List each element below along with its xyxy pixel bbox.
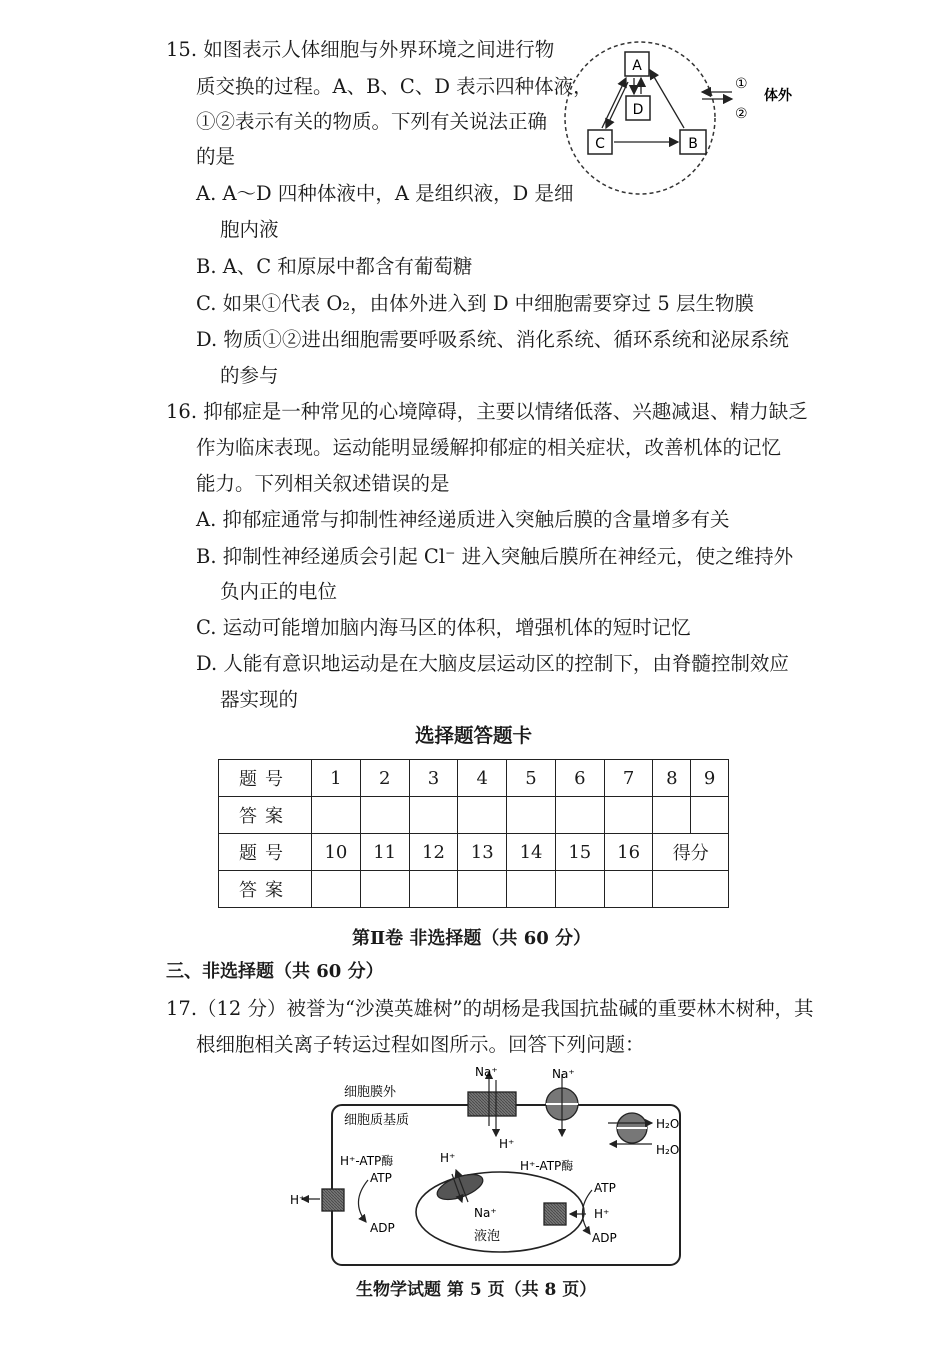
answer-card-row-a1 (219, 797, 729, 834)
na-h-antiporter (468, 1092, 516, 1116)
q-num-9: 9 (691, 760, 729, 797)
answer-cell[interactable] (653, 797, 691, 834)
vacuole-na-h-antiporter (434, 1169, 486, 1204)
label-a: A (632, 58, 642, 74)
h-atpase-right (544, 1203, 566, 1225)
q15-body-fluid-diagram (560, 36, 810, 206)
answer-card-row-q2 (219, 834, 729, 871)
label-h-vacuole: H⁺ (440, 1151, 456, 1165)
answer-cell[interactable] (691, 797, 729, 834)
row-label-question: 题号 (219, 760, 312, 797)
q-num-7: 7 (604, 760, 653, 797)
answer-cell[interactable] (604, 871, 653, 908)
q17-stem-line-2: 根细胞相关离子转运过程如图所示。回答下列问题： (196, 1033, 645, 1056)
label-atpase-left: H⁺-ATP酶 (340, 1154, 394, 1168)
row-label-answer: 答案 (219, 797, 312, 834)
answer-cell[interactable] (555, 797, 604, 834)
q16-option-d-cont: 器实现的 (220, 688, 299, 711)
label-atpase-right: H⁺-ATP酶 (520, 1159, 574, 1173)
q-num-4: 4 (458, 760, 507, 797)
score-label: 得分 (653, 834, 729, 871)
q17-ion-transport-diagram (280, 1062, 700, 1272)
answer-card-row-q1 (219, 760, 729, 797)
label-cytoplasm-matrix: 细胞质基质 (344, 1113, 410, 1128)
answer-cell[interactable] (458, 871, 507, 908)
label-h-left: H⁺ (290, 1193, 306, 1207)
q-num-14: 14 (507, 834, 556, 871)
label-b: B (688, 136, 698, 152)
answer-card-table (218, 759, 729, 908)
label-h-right: H⁺ (594, 1207, 610, 1221)
q15-option-d: D. 物质①②进出细胞需要呼吸系统、消化系统、循环系统和泌尿系统 (196, 328, 789, 351)
q16-stem-line-2: 作为临床表现。运动能明显缓解抑郁症的相关症状，改善机体的记忆 (196, 436, 782, 459)
answer-cell[interactable] (507, 797, 556, 834)
label-adp-left: ADP (370, 1221, 395, 1235)
q15-stem-line-1: 15. 如图表示人体细胞与外界环境之间进行物 (166, 38, 555, 61)
q16-option-a: A. 抑郁症通常与抑制性神经递质进入突触后膜的含量增多有关 (196, 508, 730, 531)
q16-option-d: D. 人能有意识地运动是在大脑皮层运动区的控制下，由脊髓控制效应 (196, 652, 789, 675)
q-num-2: 2 (360, 760, 409, 797)
q15-option-a-cont: 胞内液 (220, 218, 279, 241)
label-h2o-2: H₂O (656, 1143, 680, 1157)
q15-stem-line-3: ①②表示有关的物质。下列有关说法正确 (196, 110, 548, 133)
q-num-3: 3 (409, 760, 458, 797)
q15-option-c: C. 如果①代表 O₂，由体外进入到 D 中细胞需要穿过 5 层生物膜 (196, 292, 754, 315)
q-num-11: 11 (360, 834, 409, 871)
section3-title: 三、非选择题（共 60 分） (166, 961, 384, 982)
q-num-16: 16 (604, 834, 653, 871)
q-num-5: 5 (507, 760, 556, 797)
q17-stem-line-1: 17.（12 分）被誉为“沙漠英雄树”的胡杨是我国抗盐碱的重要林木树种，其 (166, 997, 814, 1020)
q-num-12: 12 (409, 834, 458, 871)
part2-title: 第Ⅱ卷 非选择题（共 60 分） (352, 928, 592, 949)
q15-stem-line-4: 的是 (196, 145, 236, 168)
page-footer: 生物学试题 第 5 页（共 8 页） (356, 1280, 597, 1300)
label-atp-left: ATP (370, 1171, 392, 1185)
label-substance-2: ② (735, 106, 748, 122)
answer-cell[interactable] (555, 871, 604, 908)
q-num-13: 13 (458, 834, 507, 871)
q-num-1: 1 (312, 760, 361, 797)
label-vacuole: 液泡 (474, 1229, 501, 1244)
q16-option-b: B. 抑制性神经递质会引起 Cl⁻ 进入突触后膜所在神经元，使之维持外 (196, 545, 794, 568)
q16-option-c: C. 运动可能增加脑内海马区的体积，增强机体的短时记忆 (196, 616, 691, 639)
label-c: C (595, 136, 605, 152)
h-atpase-left (322, 1189, 344, 1211)
q-num-15: 15 (555, 834, 604, 871)
label-na-out-2: Na⁺ (552, 1067, 575, 1081)
answer-cell[interactable] (360, 797, 409, 834)
q15-option-b: B. A、C 和原尿中都含有葡萄糖 (196, 255, 473, 278)
q15-option-d-cont: 的参与 (220, 364, 279, 387)
q-num-10: 10 (312, 834, 361, 871)
q16-stem-line-3: 能力。下列相关叙述错误的是 (196, 472, 450, 495)
q-num-6: 6 (555, 760, 604, 797)
answer-cell[interactable] (312, 797, 361, 834)
label-adp-right: ADP (592, 1231, 617, 1245)
q16-option-b-cont: 负内正的电位 (220, 580, 338, 603)
label-atp-right: ATP (594, 1181, 616, 1195)
q15-option-a: A. A～D 四种体液中，A 是组织液，D 是细 (196, 182, 574, 205)
label-h2o-1: H₂O (656, 1117, 680, 1131)
q15-stem-line-2: 质交换的过程。A、B、C、D 表示四种体液， (196, 75, 593, 98)
label-na-out-1: Na⁺ (475, 1065, 498, 1079)
answer-card-row-a2 (219, 871, 729, 908)
label-outside: 体外 (764, 88, 792, 104)
answer-card-title: 选择题答题卡 (415, 724, 533, 747)
q-num-8: 8 (653, 760, 691, 797)
answer-cell[interactable] (409, 797, 458, 834)
label-h-in-1: H⁺ (499, 1137, 515, 1151)
label-outside-membrane: 细胞膜外 (344, 1085, 397, 1100)
q16-stem-line-1: 16. 抑郁症是一种常见的心境障碍，主要以情绪低落、兴趣减退、精力缺乏 (166, 400, 808, 423)
label-d: D (632, 102, 644, 118)
row-label-answer: 答案 (219, 871, 312, 908)
answer-cell[interactable] (360, 871, 409, 908)
answer-cell[interactable] (604, 797, 653, 834)
answer-cell[interactable] (312, 871, 361, 908)
score-cell[interactable] (653, 871, 729, 908)
answer-cell[interactable] (409, 871, 458, 908)
label-substance-1: ① (735, 76, 748, 92)
row-label-question: 题号 (219, 834, 312, 871)
label-na-vacuole: Na⁺ (474, 1206, 497, 1220)
answer-cell[interactable] (507, 871, 556, 908)
answer-cell[interactable] (458, 797, 507, 834)
